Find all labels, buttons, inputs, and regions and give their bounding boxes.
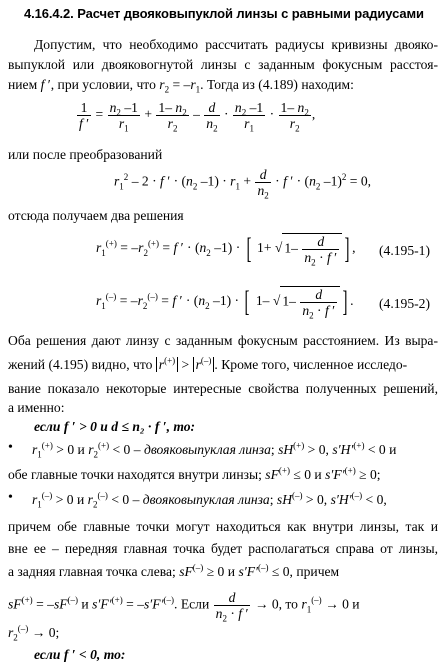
paragraph-line: жений (4.195) видно, что r(+) > r(–) . Кроме того, численное исследо- xyxy=(8,355,408,372)
paragraph-line: причем обе главные точки могут находиться как внутри линзы, так и xyxy=(8,519,438,534)
paragraph-line: $r_2^{(-)} \to 0$; xyxy=(8,623,60,643)
equation-solution-plus: $r_1^{(+)} = -r_2^{(+)} = f$ ′ · ($n_2$ –1) · [ 1+ √ 1– $\frac{d}{n_2 \cdot f '}$ ] , xyxy=(96,232,356,268)
paragraph-line: нием f ′, при условии, что $r_2 = -r_1$. Тогда из (4.189) находим: xyxy=(8,77,354,95)
paragraph-line: вне ее – передняя главная точка будет располагаться справа от линзы, xyxy=(8,541,438,556)
equation-number: (4.195-1) xyxy=(379,243,430,258)
bullet-icon: • xyxy=(8,440,13,455)
equation-lens-maker: $\frac{1}{f '}$ = $\frac{n_2 -1}{r_1}$ + $\frac{1- n_2}{r_2}$ – $\frac{d}{n_2}$ · $\frac{n_2 -1}{r_1}$ · $\frac{1- n_2}{r_2}$ , xyxy=(79,100,316,134)
paragraph-line: Допустим, что необходимо рассчитать радиусы кривизны двояко- xyxy=(34,37,438,52)
case-condition: если f ′ > 0 и d ≤ n₂ · f ′, то: xyxy=(34,419,196,434)
paragraph-line: а задняя главная точка слева; sF(–) ≥ 0 и s′F′(–) ≤ 0, причем xyxy=(8,562,340,579)
paragraph-line: sF(+) = –sF(–) и s′F′(+) = –s′F′(–). Если $\frac{d}{n_2 \cdot f '}$ → 0, то $r_1^{(-)} \to 0$ и xyxy=(8,590,360,624)
case-condition: если f ′ < 0, то: xyxy=(34,647,126,662)
paragraph-line: а именно: xyxy=(8,400,65,415)
bullet-icon: • xyxy=(8,490,13,505)
equation-solution-minus: $r_1^{(-)} = -r_2^{(-)} = f$ ′ · ($n_2$ –1) · [ 1– √ 1– $\frac{d}{n_2 \cdot f '}$ ] . xyxy=(96,285,354,321)
paragraph-line: вание показало некоторые интересные свойства полученных решений, xyxy=(8,381,438,396)
paragraph-line: Оба решения дают линзу с заданным фокусным расстоянием. Из выра- xyxy=(8,333,438,348)
equation-quadratic: $r_1^2 - 2 \cdot f$ ′ · ($n_2$ $-1) \cdot r_1$ + $\frac{d}{n_2}$ · f ′ · ($n_2$ –1)$^2$ = 0, xyxy=(114,167,372,201)
section-heading: 4.16.4.2. Расчет двояковыпуклой линзы с равными радиусами xyxy=(24,6,424,21)
bullet-line: $r_1^{(-)} > 0$ и $r_2^{(-)} < 0$ – двояковыпуклая линза; sH(–) > 0, s′H′(–) < 0, xyxy=(32,490,387,510)
bullet-line: обе главные точки находятся внутри линзы; sF(+) ≤ 0 и s′F′(+) ≥ 0; xyxy=(8,465,381,482)
paragraph-line: или после преобразований xyxy=(8,147,163,162)
paragraph-line: отсюда получаем два решения xyxy=(8,208,184,223)
paragraph-line: выпуклой или двояковогнутой линзы с заданным фокусным расстоя- xyxy=(8,57,438,72)
equation-number: (4.195-2) xyxy=(379,296,430,311)
bullet-line: $r_1^{(+)} > 0$ и $r_2^{(+)} < 0$ – двояковыпуклая линза; sH(+) > 0, s′H′(+) < 0 и xyxy=(32,440,397,460)
